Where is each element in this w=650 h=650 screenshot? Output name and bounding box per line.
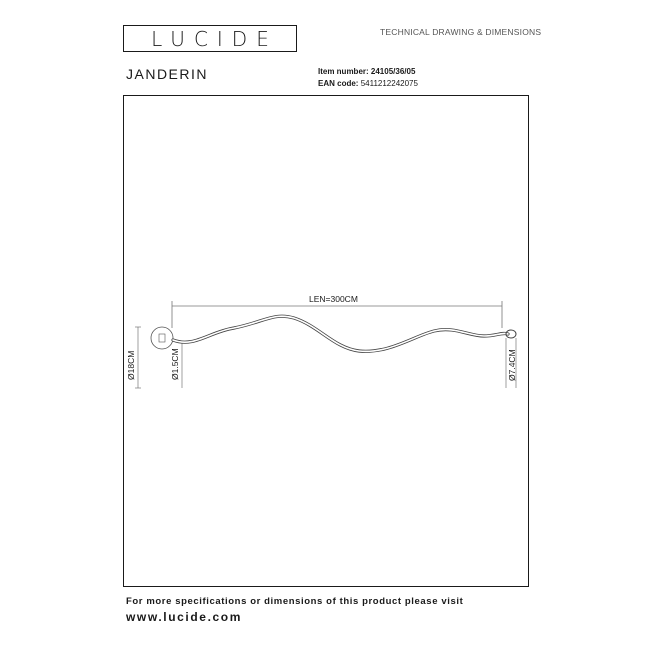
item-number-row	[318, 66, 418, 78]
brand-logo-text: LUCIDE	[151, 26, 278, 51]
tube-diameter-label: Ø1.5CM	[170, 348, 180, 380]
technical-drawing	[124, 96, 530, 588]
website-link[interactable]: www.lucide.com	[126, 610, 242, 624]
product-name: JANDERIN	[126, 66, 209, 82]
product-meta	[318, 66, 418, 90]
brand-logo	[123, 25, 297, 52]
wavy-tube	[173, 316, 508, 351]
document-type: TECHNICAL DRAWING & DIMENSIONS	[380, 27, 542, 37]
drawing-frame	[123, 95, 529, 587]
item-number-value: 24105/36/05	[370, 67, 416, 76]
ean-label: EAN code:	[318, 79, 359, 88]
canopy-diameter-label: Ø18CM	[126, 350, 136, 380]
length-label: LEN=300CM	[309, 294, 358, 304]
canopy-icon	[151, 327, 173, 349]
ean-row	[318, 78, 418, 90]
end-diameter-label: Ø7.4CM	[507, 349, 517, 381]
length-dimension	[172, 301, 502, 328]
ean-value: 5411212242075	[360, 79, 418, 88]
footer-note: For more specifications or dimensions of this product please visit	[126, 596, 464, 607]
item-number-label: Item number:	[318, 67, 369, 76]
